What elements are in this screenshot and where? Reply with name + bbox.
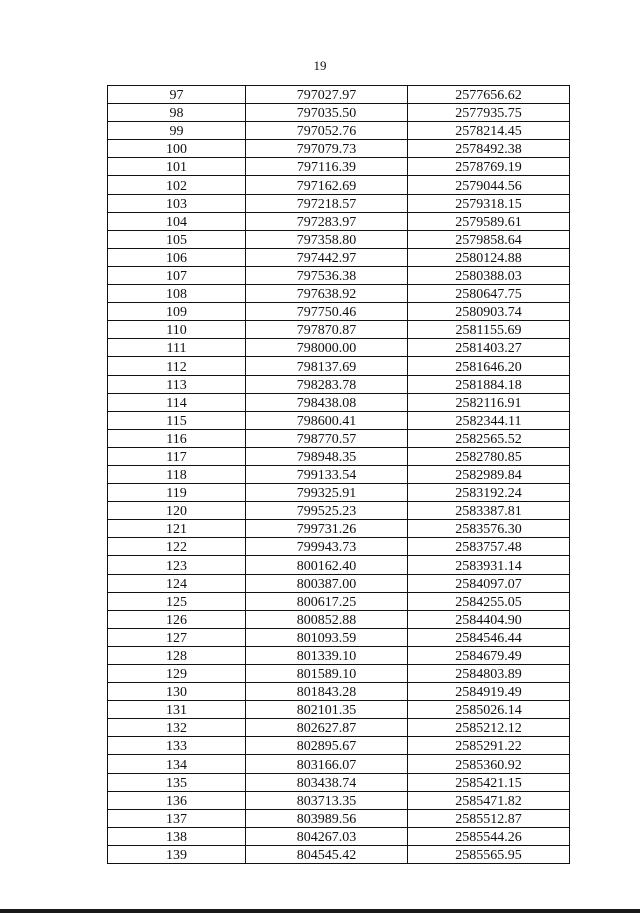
x-coordinate-cell: 802627.87: [246, 719, 408, 737]
table-row: [108, 429, 570, 447]
y-coordinate-cell: 2581884.18: [408, 375, 570, 393]
x-coordinate-cell: 802101.35: [246, 701, 408, 719]
point-number-cell: 105: [108, 230, 246, 248]
page-number: 19: [313, 58, 327, 73]
y-coordinate-cell: 2582989.84: [408, 465, 570, 483]
x-coordinate-cell: 801093.59: [246, 628, 408, 646]
point-number-cell: 99: [108, 122, 246, 140]
point-number-cell: 121: [108, 520, 246, 538]
table-row: [108, 230, 570, 248]
table-row: [108, 393, 570, 411]
y-coordinate-cell: 2584546.44: [408, 628, 570, 646]
x-coordinate-cell: 797536.38: [246, 266, 408, 284]
point-number-cell: 126: [108, 610, 246, 628]
table-row: [108, 411, 570, 429]
x-coordinate-cell: 799133.54: [246, 465, 408, 483]
table-row: [108, 646, 570, 664]
point-number-cell: 135: [108, 773, 246, 791]
y-coordinate-cell: 2577656.62: [408, 86, 570, 104]
x-coordinate-cell: 799731.26: [246, 520, 408, 538]
table-row: [108, 266, 570, 284]
x-coordinate-cell: 797218.57: [246, 194, 408, 212]
x-coordinate-cell: 798948.35: [246, 447, 408, 465]
x-coordinate-cell: 797638.92: [246, 285, 408, 303]
point-number-cell: 109: [108, 303, 246, 321]
point-number-cell: 122: [108, 538, 246, 556]
x-coordinate-cell: 797079.73: [246, 140, 408, 158]
y-coordinate-cell: 2579318.15: [408, 194, 570, 212]
point-number-cell: 125: [108, 592, 246, 610]
y-coordinate-cell: 2585471.82: [408, 791, 570, 809]
point-number-cell: 100: [108, 140, 246, 158]
x-coordinate-cell: 803713.35: [246, 791, 408, 809]
point-number-cell: 134: [108, 755, 246, 773]
table-row: [108, 827, 570, 845]
x-coordinate-cell: 803438.74: [246, 773, 408, 791]
y-coordinate-cell: 2583192.24: [408, 484, 570, 502]
y-coordinate-cell: 2584919.49: [408, 683, 570, 701]
x-coordinate-cell: 800852.88: [246, 610, 408, 628]
table-row: [108, 845, 570, 863]
x-coordinate-cell: 801843.28: [246, 683, 408, 701]
table-row: [108, 465, 570, 483]
table-body: [108, 86, 570, 864]
x-coordinate-cell: 799943.73: [246, 538, 408, 556]
point-number-cell: 110: [108, 321, 246, 339]
table-row: [108, 538, 570, 556]
y-coordinate-cell: 2585512.87: [408, 809, 570, 827]
y-coordinate-cell: 2583387.81: [408, 502, 570, 520]
table-row: [108, 683, 570, 701]
y-coordinate-cell: 2585565.95: [408, 845, 570, 863]
y-coordinate-cell: 2582565.52: [408, 429, 570, 447]
y-coordinate-cell: 2583576.30: [408, 520, 570, 538]
x-coordinate-cell: 797283.97: [246, 212, 408, 230]
table-row: [108, 375, 570, 393]
y-coordinate-cell: 2581155.69: [408, 321, 570, 339]
table-row: [108, 176, 570, 194]
point-number-cell: 133: [108, 737, 246, 755]
x-coordinate-cell: 804545.42: [246, 845, 408, 863]
bottom-scan-edge: [0, 909, 640, 913]
y-coordinate-cell: 2580124.88: [408, 248, 570, 266]
point-number-cell: 136: [108, 791, 246, 809]
point-number-cell: 124: [108, 574, 246, 592]
y-coordinate-cell: 2583757.48: [408, 538, 570, 556]
y-coordinate-cell: 2584097.07: [408, 574, 570, 592]
table-row: [108, 484, 570, 502]
y-coordinate-cell: 2584255.05: [408, 592, 570, 610]
table-row: [108, 809, 570, 827]
y-coordinate-cell: 2585212.12: [408, 719, 570, 737]
x-coordinate-cell: 797162.69: [246, 176, 408, 194]
x-coordinate-cell: 798770.57: [246, 429, 408, 447]
point-number-cell: 102: [108, 176, 246, 194]
y-coordinate-cell: 2581403.27: [408, 339, 570, 357]
y-coordinate-cell: 2582344.11: [408, 411, 570, 429]
y-coordinate-cell: 2585026.14: [408, 701, 570, 719]
table-row: [108, 592, 570, 610]
y-coordinate-cell: 2580388.03: [408, 266, 570, 284]
point-number-cell: 132: [108, 719, 246, 737]
x-coordinate-cell: 798283.78: [246, 375, 408, 393]
x-coordinate-cell: 798137.69: [246, 357, 408, 375]
x-coordinate-cell: 797442.97: [246, 248, 408, 266]
table-row: [108, 556, 570, 574]
table-row: [108, 285, 570, 303]
x-coordinate-cell: 799525.23: [246, 502, 408, 520]
y-coordinate-cell: 2582780.85: [408, 447, 570, 465]
x-coordinate-cell: 797116.39: [246, 158, 408, 176]
x-coordinate-cell: 799325.91: [246, 484, 408, 502]
y-coordinate-cell: 2578492.38: [408, 140, 570, 158]
table-row: [108, 357, 570, 375]
x-coordinate-cell: 797750.46: [246, 303, 408, 321]
x-coordinate-cell: 797052.76: [246, 122, 408, 140]
point-number-cell: 116: [108, 429, 246, 447]
x-coordinate-cell: 797358.80: [246, 230, 408, 248]
point-number-cell: 139: [108, 845, 246, 863]
point-number-cell: 115: [108, 411, 246, 429]
point-number-cell: 123: [108, 556, 246, 574]
x-coordinate-cell: 798600.41: [246, 411, 408, 429]
table-row: [108, 321, 570, 339]
table-row: [108, 737, 570, 755]
point-number-cell: 114: [108, 393, 246, 411]
y-coordinate-cell: 2584803.89: [408, 665, 570, 683]
table-row: [108, 520, 570, 538]
x-coordinate-cell: 804267.03: [246, 827, 408, 845]
point-number-cell: 98: [108, 104, 246, 122]
table-row: [108, 303, 570, 321]
point-number-cell: 106: [108, 248, 246, 266]
point-number-cell: 113: [108, 375, 246, 393]
table-row: [108, 86, 570, 104]
table-row: [108, 339, 570, 357]
point-number-cell: 119: [108, 484, 246, 502]
y-coordinate-cell: 2582116.91: [408, 393, 570, 411]
point-number-cell: 97: [108, 86, 246, 104]
y-coordinate-cell: 2583931.14: [408, 556, 570, 574]
x-coordinate-cell: 802895.67: [246, 737, 408, 755]
point-number-cell: 103: [108, 194, 246, 212]
point-number-cell: 128: [108, 646, 246, 664]
x-coordinate-cell: 798000.00: [246, 339, 408, 357]
table-row: [108, 755, 570, 773]
x-coordinate-cell: 800617.25: [246, 592, 408, 610]
coordinates-table: [107, 85, 570, 864]
table-row: [108, 665, 570, 683]
y-coordinate-cell: 2585360.92: [408, 755, 570, 773]
y-coordinate-cell: 2584679.49: [408, 646, 570, 664]
y-coordinate-cell: 2577935.75: [408, 104, 570, 122]
table-row: [108, 628, 570, 646]
y-coordinate-cell: 2585291.22: [408, 737, 570, 755]
point-number-cell: 111: [108, 339, 246, 357]
y-coordinate-cell: 2580903.74: [408, 303, 570, 321]
point-number-cell: 137: [108, 809, 246, 827]
point-number-cell: 104: [108, 212, 246, 230]
point-number-cell: 130: [108, 683, 246, 701]
table-row: [108, 194, 570, 212]
y-coordinate-cell: 2585421.15: [408, 773, 570, 791]
point-number-cell: 131: [108, 701, 246, 719]
point-number-cell: 117: [108, 447, 246, 465]
x-coordinate-cell: 803989.56: [246, 809, 408, 827]
x-coordinate-cell: 800162.40: [246, 556, 408, 574]
y-coordinate-cell: 2581646.20: [408, 357, 570, 375]
y-coordinate-cell: 2578214.45: [408, 122, 570, 140]
table-row: [108, 502, 570, 520]
x-coordinate-cell: 797027.97: [246, 86, 408, 104]
y-coordinate-cell: 2579044.56: [408, 176, 570, 194]
table-row: [108, 791, 570, 809]
y-coordinate-cell: 2579858.64: [408, 230, 570, 248]
x-coordinate-cell: 797035.50: [246, 104, 408, 122]
point-number-cell: 101: [108, 158, 246, 176]
x-coordinate-cell: 801589.10: [246, 665, 408, 683]
table-row: [108, 122, 570, 140]
table-row: [108, 719, 570, 737]
table-row: [108, 574, 570, 592]
y-coordinate-cell: 2579589.61: [408, 212, 570, 230]
y-coordinate-cell: 2580647.75: [408, 285, 570, 303]
x-coordinate-cell: 800387.00: [246, 574, 408, 592]
x-coordinate-cell: 801339.10: [246, 646, 408, 664]
table-row: [108, 248, 570, 266]
table-row: [108, 104, 570, 122]
point-number-cell: 107: [108, 266, 246, 284]
table-row: [108, 610, 570, 628]
y-coordinate-cell: 2584404.90: [408, 610, 570, 628]
table-row: [108, 447, 570, 465]
point-number-cell: 108: [108, 285, 246, 303]
table-row: [108, 158, 570, 176]
table-row: [108, 701, 570, 719]
table-row: [108, 140, 570, 158]
point-number-cell: 138: [108, 827, 246, 845]
table-row: [108, 212, 570, 230]
point-number-cell: 129: [108, 665, 246, 683]
y-coordinate-cell: 2585544.26: [408, 827, 570, 845]
x-coordinate-cell: 798438.08: [246, 393, 408, 411]
point-number-cell: 118: [108, 465, 246, 483]
y-coordinate-cell: 2578769.19: [408, 158, 570, 176]
table-row: [108, 773, 570, 791]
x-coordinate-cell: 797870.87: [246, 321, 408, 339]
point-number-cell: 112: [108, 357, 246, 375]
point-number-cell: 120: [108, 502, 246, 520]
x-coordinate-cell: 803166.07: [246, 755, 408, 773]
point-number-cell: 127: [108, 628, 246, 646]
